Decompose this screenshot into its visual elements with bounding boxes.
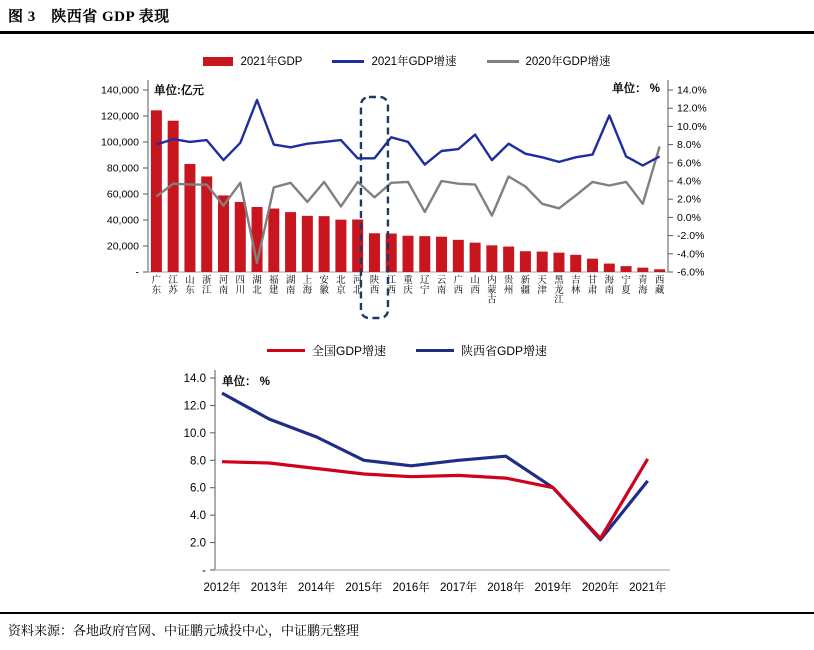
x-axis-category-label: 广西 [453,275,464,296]
x-axis-year-label: 2015年 [345,582,383,594]
right-axis-tick-label: 12.0% [677,102,707,115]
legend-label: 2020年GDP增速 [525,56,611,68]
x-axis-category-label: 山东 [185,275,195,296]
gdp-bar [403,236,414,272]
x-axis-category-label: 天津 [537,275,547,296]
x-axis-category-label: 山西 [470,275,480,296]
gdp-bar [553,253,564,272]
left-axis-tick-label: 80,000 [106,162,139,175]
x-axis-category-label: 吉林 [570,275,581,296]
left-axis-unit: 单位:亿元 [154,85,204,97]
figure-title: 图 3 陕西省 GDP 表现 [8,9,170,25]
gdp-bar [486,245,497,272]
gdp-bar [621,266,632,272]
left-axis-tick-label: 100,000 [101,136,139,149]
y-axis-tick-label: 8.0 [190,455,206,468]
gdp-bar [285,212,296,272]
legend-label: 2021年GDP [240,56,303,68]
source-note: 资料来源：各地政府官网、中证鹏元城投中心，中证鹏元整理 [8,623,360,638]
x-axis-category-label: 安徽 [319,275,329,296]
gdp-bar [151,110,162,272]
left-axis-tick-label: 40,000 [106,214,139,227]
x-axis-category-label: 云南 [436,275,447,296]
x-axis-category-label: 海南 [604,275,615,296]
gdp-bar [302,216,313,272]
top-chart [0,72,814,324]
x-axis-category-label: 陕西 [369,275,380,296]
gdp-bar [637,268,648,272]
x-axis-category-label: 福建 [269,275,279,296]
right-axis-tick-label: -6.0% [677,266,705,279]
right-axis-tick-label: 6.0% [677,157,701,170]
gdp-bar [520,251,531,272]
gdp-bar [604,264,615,272]
x-axis-year-label: 2019年 [534,582,572,594]
x-axis-category-label: 湖南 [285,275,296,296]
x-axis-category-label: 河南 [218,275,229,296]
gdp-bar [419,236,430,272]
footer-divider [0,612,814,614]
x-axis-category-label: 江西 [386,275,396,296]
gdp-bar [235,202,246,272]
x-axis-year-label: 2020年 [581,582,619,594]
x-axis-year-label: 2013年 [250,582,288,594]
x-axis-category-label: 广东 [151,275,162,296]
gdp-bar [587,259,598,272]
legend-item-growth-2020 [487,53,611,69]
x-axis-year-label: 2021年 [629,582,667,594]
x-axis-category-label: 贵州 [503,275,514,296]
legend-label: 2021年GDP增速 [371,56,457,68]
gdp-bar [168,121,179,272]
right-axis-unit: 单位： % [612,83,660,95]
right-axis-tick-label: 0.0% [677,211,701,224]
right-axis-tick-label: 8.0% [677,139,701,152]
legend-label: 陕西省GDP增速 [461,344,548,358]
x-axis-category-label: 河北 [352,275,363,296]
gdp-bar [570,255,581,272]
y-axis-tick-label: 14.0 [183,373,206,385]
gdp-bar [470,243,481,272]
x-axis-category-label: 北京 [336,275,346,296]
right-axis-tick-label: 10.0% [677,120,707,133]
top-chart-legend [0,53,814,69]
title-divider [0,31,814,34]
x-axis-category-label: 宁夏 [621,275,631,296]
x-axis-category-label: 青海 [638,275,648,296]
gdp-bar [335,220,346,272]
gdp-bar [503,247,514,272]
legend-label: 全国GDP增速 [311,344,386,358]
x-axis-category-label: 浙江 [201,275,212,296]
gdp-bar [453,240,464,272]
legend-item-growth-2021 [332,53,456,69]
bar-swatch-icon [203,57,233,66]
right-axis-tick-label: 4.0% [677,175,701,188]
y-axis-tick-label: 10.0 [183,427,206,440]
bottom-chart [0,335,814,610]
gray-line-swatch-icon [487,60,519,63]
x-axis-category-label: 上海 [302,275,313,296]
left-axis-tick-label: 60,000 [106,188,139,201]
left-axis-tick-label: 20,000 [106,240,139,253]
gdp-bar [654,269,665,272]
x-axis-category-label: 湖北 [252,275,262,296]
left-axis-tick-label: 120,000 [101,110,139,123]
right-axis-tick-label: 2.0% [677,193,701,206]
x-axis-year-label: 2012年 [203,582,241,594]
gdp-bar [369,233,380,272]
gdp-bar [319,216,330,272]
x-axis-category-label: 四川 [235,275,246,296]
y-axis-tick-label: 6.0 [190,482,206,495]
left-axis-tick-label: - [135,266,139,279]
y-axis-tick-label: 4.0 [190,510,206,523]
x-axis-category-label: 辽宁 [420,275,430,296]
gdp-bar [184,164,195,272]
y-axis-tick-label: - [202,565,206,577]
x-axis-year-label: 2018年 [487,582,525,594]
x-axis-category-label: 重庆 [403,275,413,296]
y-axis-tick-label: 2.0 [190,537,206,550]
gdp-bar [537,252,548,272]
x-axis-year-label: 2016年 [392,582,430,594]
x-axis-category-label: 西藏 [654,275,665,296]
national-growth-line [222,459,648,539]
x-axis-year-label: 2014年 [298,582,336,594]
legend-item-gdp [203,53,302,69]
left-axis-tick-label: 140,000 [101,84,139,97]
gdp-bar [218,195,229,272]
y-axis-unit: 单位： % [222,376,270,388]
y-axis-tick-label: 12.0 [183,400,206,413]
x-axis-category-label: 内蒙古 [487,275,497,306]
x-axis-category-label: 黑龙江 [554,275,564,306]
growth-line-2021 [156,100,659,166]
x-axis-year-label: 2017年 [439,582,478,594]
gdp-bar [436,237,447,272]
blue-line-swatch-icon [332,60,364,63]
right-axis-tick-label: 14.0% [677,84,707,97]
x-axis-category-label: 甘肃 [587,275,598,296]
gdp-bar [268,209,279,272]
x-axis-category-label: 新疆 [520,275,531,296]
x-axis-category-label: 江苏 [168,275,178,296]
right-axis-tick-label: -4.0% [677,248,705,261]
right-axis-tick-label: -2.0% [677,230,705,243]
